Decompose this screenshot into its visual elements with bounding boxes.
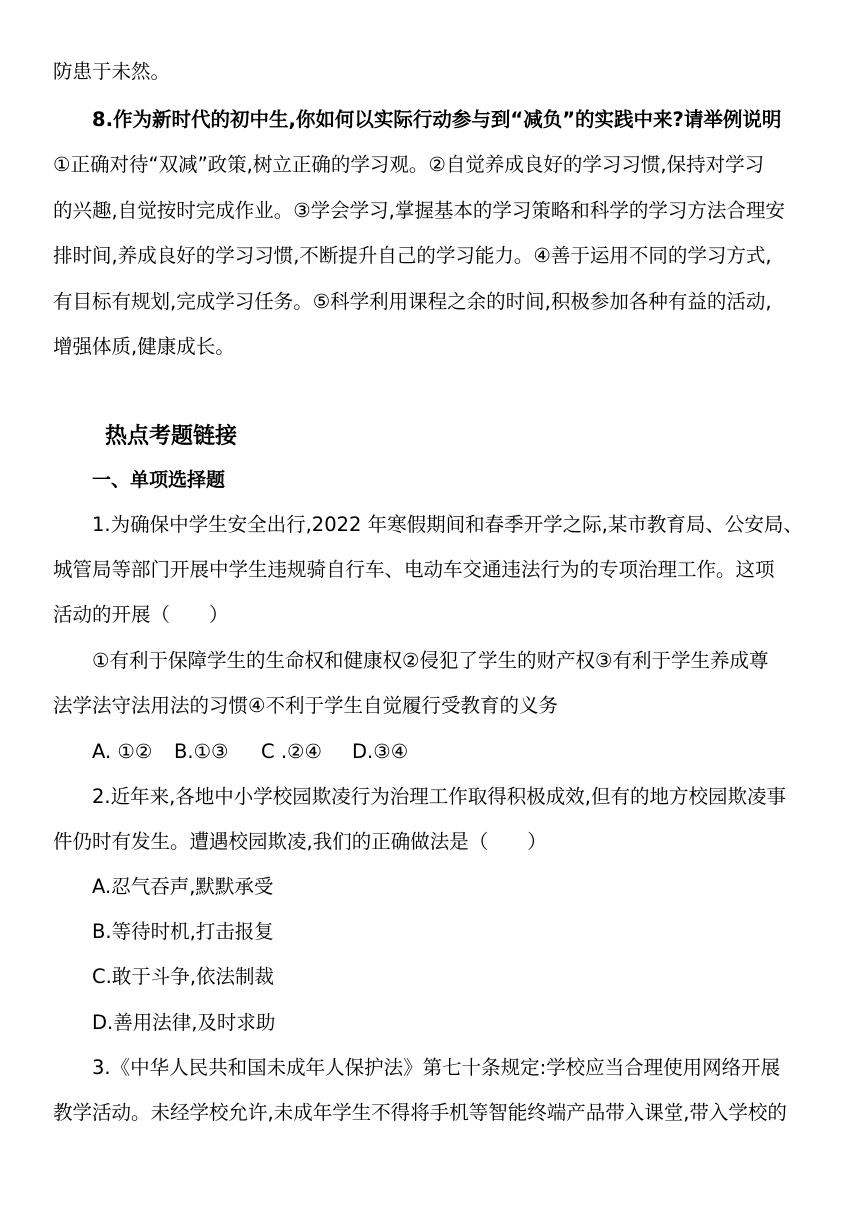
- question-2-option-d[interactable]: D.善用法律,及时求助: [92, 1011, 276, 1034]
- answer-8-line: 的兴趣,自觉按时完成作业。③学会学习,掌握基本的学习策略和科学的学习方法合理安: [53, 199, 785, 222]
- question-3-stem-line: 教学活动。未经学校允许,未成年学生不得将手机等智能终端产品带入课堂,带入学校的: [53, 1101, 787, 1124]
- answer-8-line: 增强体质,健康成长。: [53, 335, 235, 358]
- answer-8-line: ①正确对待“双减”政策,树立正确的学习观。②自觉养成良好的学习习惯,保持对学习: [53, 153, 765, 176]
- answer-8-line: 有目标有规划,完成学习任务。⑤科学利用课程之余的时间,积极参加各种有益的活动,: [53, 290, 772, 313]
- option-b[interactable]: B.①③: [174, 740, 229, 763]
- answer-8-line: 排时间,养成良好的学习习惯,不断提升自己的学习能力。④善于运用不同的学习方式,: [53, 244, 772, 267]
- question-1-stem-line: 城管局等部门开展中学生违规骑自行车、电动车交通违法行为的专项治理工作。这项: [53, 558, 775, 581]
- question-2-stem-line: 2.近年来,各地中小学校园欺凌行为治理工作取得积极成效,但有的地方校园欺凌事: [92, 785, 787, 808]
- question-8-text: 8.作为新时代的初中生,你如何以实际行动参与到“减负”的实践中来?请举例说明: [92, 108, 782, 131]
- hot-topics-heading: 热点考题链接: [105, 424, 238, 449]
- question-1-statement-line: 法学法守法用法的习惯④不利于学生自觉履行受教育的义务: [53, 694, 558, 717]
- question-2-option-b[interactable]: B.等待时机,打击报复: [92, 920, 274, 943]
- question-1-statement-line: ①有利于保障学生的生命权和健康权②侵犯了学生的财产权③有利于学生养成尊: [92, 649, 769, 672]
- answer-tail-text: 防患于未然。: [53, 60, 171, 83]
- option-d[interactable]: D.③④: [352, 740, 409, 763]
- option-c[interactable]: C .②④: [261, 740, 322, 763]
- question-1-stem-line: 1.为确保中学生安全出行,2022 年寒假期间和春季开学之际,某市教育局、公安局、: [92, 513, 803, 536]
- question-1-options: [92, 738, 408, 766]
- question-3-stem-line: 3.《中华人民共和国未成年人保护法》第七十条规定:学校应当合理使用网络开展: [92, 1056, 781, 1079]
- question-1-stem-line: 活动的开展（ ）: [53, 603, 229, 626]
- option-a[interactable]: A. ①②: [92, 740, 153, 763]
- question-2-stem-line: 件仍时有发生。遭遇校园欺凌,我们的正确做法是（ ）: [53, 830, 547, 853]
- section-title: 一、单项选择题: [92, 469, 226, 491]
- question-2-option-a[interactable]: A.忍气吞声,默默承受: [92, 875, 274, 898]
- question-2-option-c[interactable]: C.敢于斗争,依法制裁: [92, 965, 275, 988]
